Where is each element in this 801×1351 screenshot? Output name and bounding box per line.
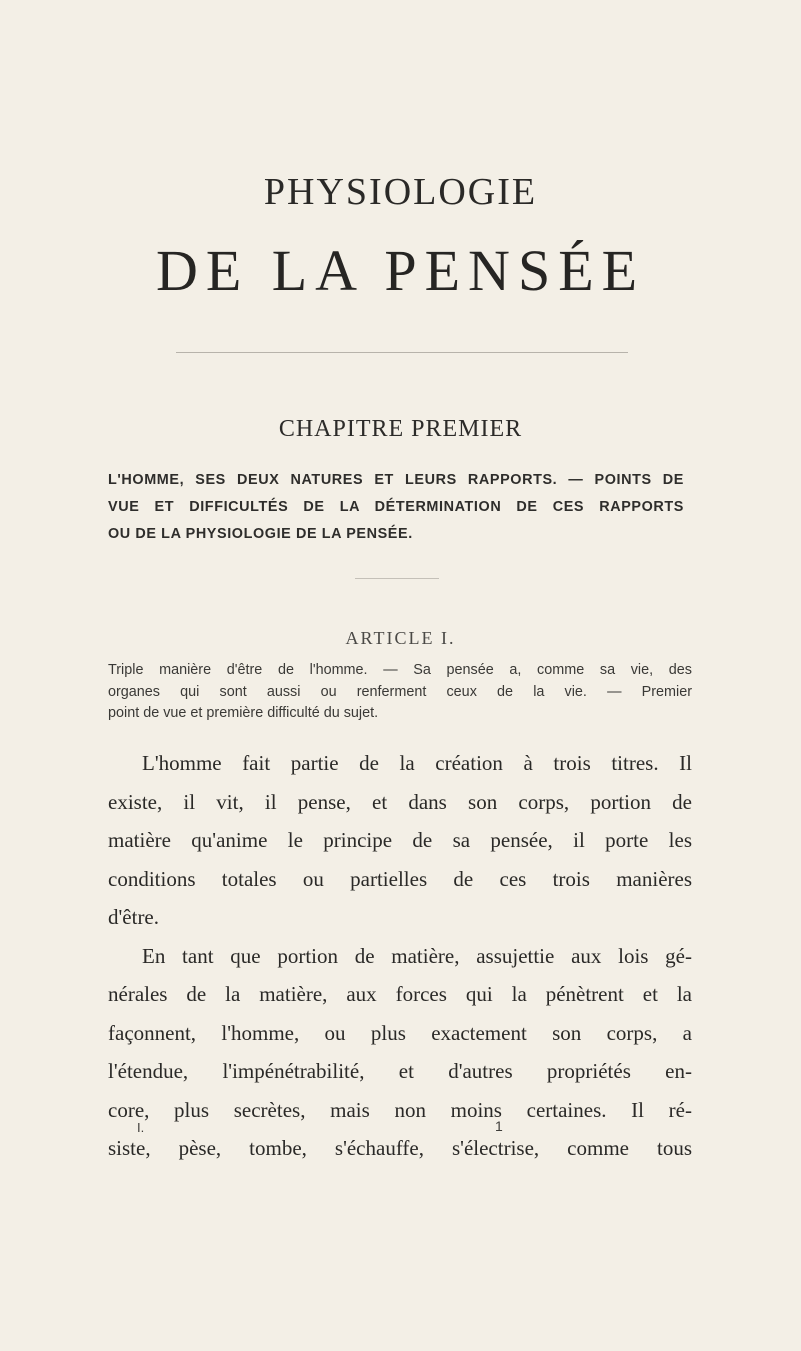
body-line: existe, il vit, il pense, et dans son corps, portion de xyxy=(108,789,692,814)
volume-mark: I. xyxy=(137,1120,145,1135)
body-line: l'étendue, l'impénétrabilité, et d'autres propriétés en- xyxy=(108,1059,692,1083)
section-divider xyxy=(355,578,439,579)
chapter-summary-line: L'HOMME, SES DEUX NATURES ET LEURS RAPPORTS. — POINTS DE xyxy=(108,472,684,488)
article-heading: ARTICLE I. xyxy=(345,628,456,648)
article-summary xyxy=(108,660,692,725)
body-line: nérales de la matière, aux forces qui la pénètrent et la xyxy=(108,982,692,1006)
chapter-summary-line: VUE ET DIFFICULTÉS DE LA DÉTERMINATION DE CES RAPPORTS xyxy=(108,499,684,515)
body-line: L'homme fait partie de la création à trois titres. Il xyxy=(142,751,692,775)
body-line: conditions totales ou partielles de ces trois manières xyxy=(108,866,692,891)
body-line: matière qu'anime le principe de sa pensée, il porte les xyxy=(108,828,692,852)
body-line: d'être. xyxy=(108,905,160,929)
book-title-line-1: PHYSIOLOGIE xyxy=(263,171,538,213)
title-divider xyxy=(176,352,628,353)
body-line: siste, pèse, tombe, s'échauffe, s'électrise, comme tous xyxy=(108,1136,692,1160)
chapter-heading: CHAPITRE PREMIER xyxy=(278,416,523,442)
article-summary-line: Triple manière d'être de l'homme. — Sa pensée a, comme sa vie, des xyxy=(108,662,692,678)
signature-mark: 1 xyxy=(495,1118,503,1134)
chapter-summary xyxy=(108,467,684,548)
book-title-line-2: DE LA PENSÉE xyxy=(155,238,646,303)
body-line: façonnent, l'homme, ou plus exactement son corps, a xyxy=(108,1020,692,1045)
body-text xyxy=(108,744,692,1168)
article-summary-line: point de vue et première difficulté du sujet. xyxy=(108,705,379,721)
chapter-summary-line: OU DE LA PHYSIOLOGIE DE LA PENSÉE. xyxy=(108,526,413,542)
body-line: En tant que portion de matière, assujettie aux lois gé- xyxy=(142,943,692,968)
body-line: core, plus secrètes, mais non moins certaines. Il ré- xyxy=(108,1097,692,1122)
article-summary-line: organes qui sont aussi ou renferment ceux de la vie. — Premier xyxy=(108,683,692,700)
